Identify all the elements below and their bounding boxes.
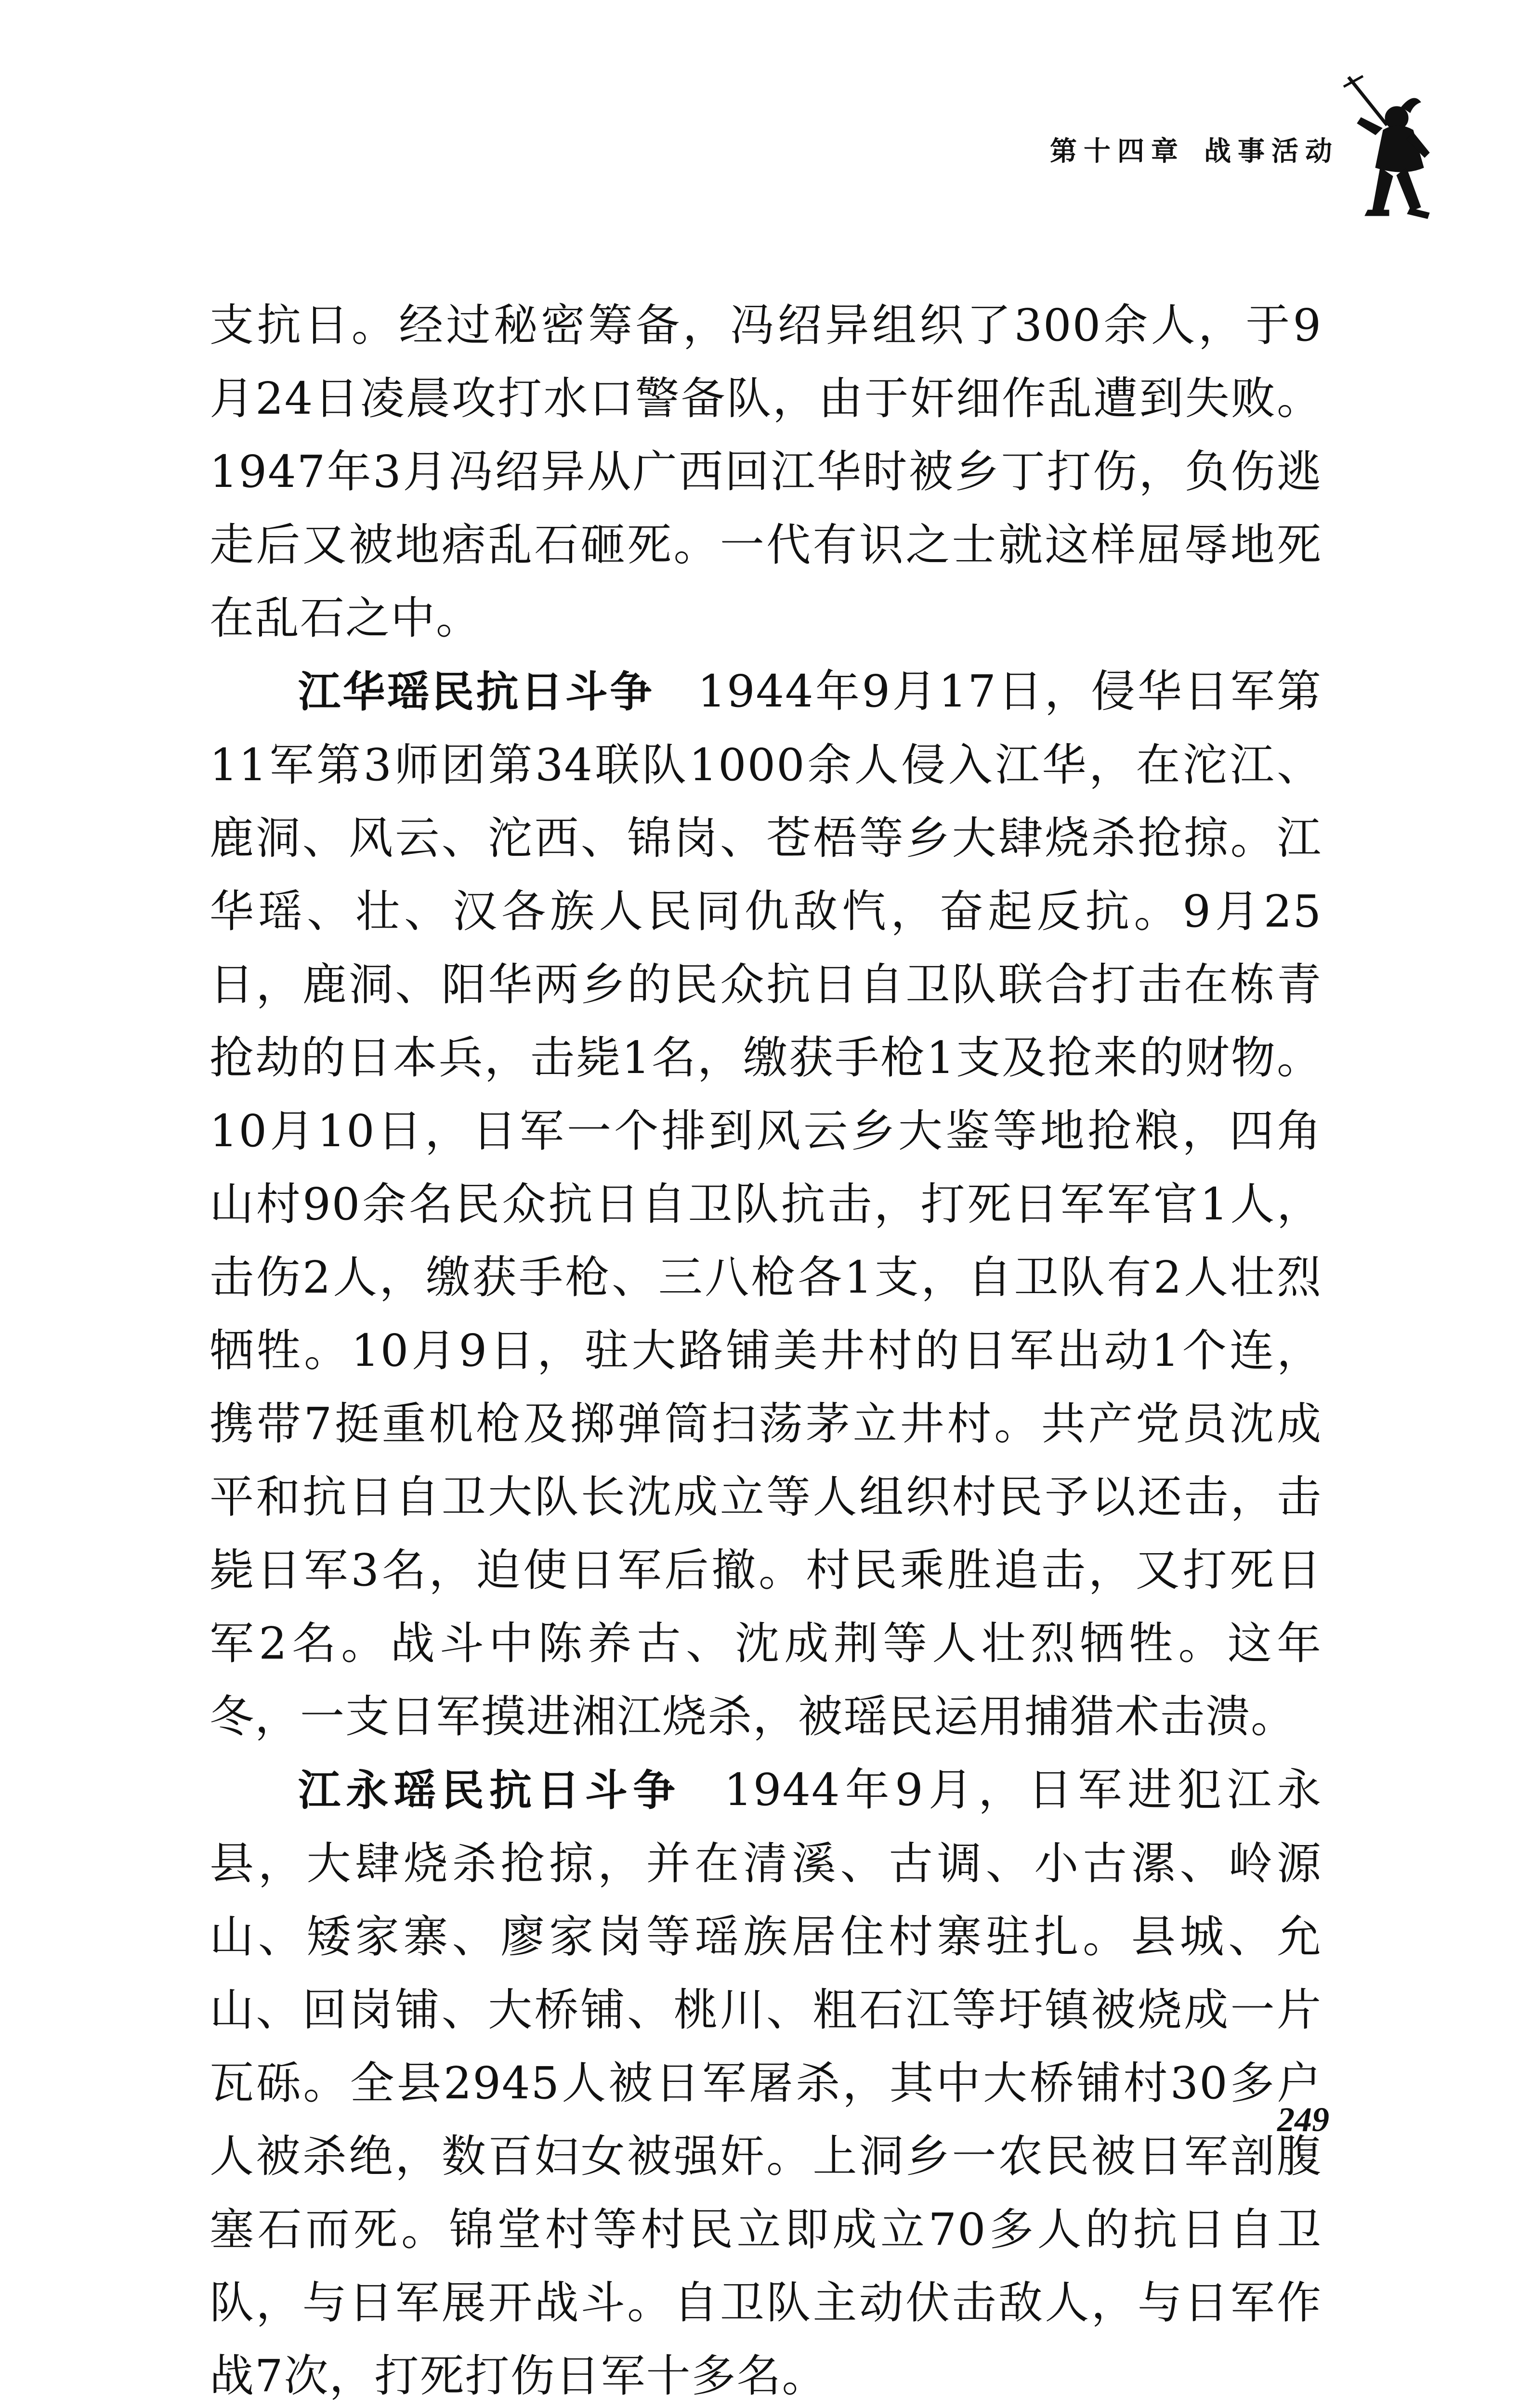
paragraph-3 xyxy=(210,1754,1322,2408)
section-heading-jianghua: 江华瑶民抗日斗争 xyxy=(298,667,655,717)
paragraph-1-text: 支抗日。经过秘密筹备，冯绍异组织了300余人，于9月24日凌晨攻打水口警备队，由于奸细作乱遭到失败。1947年3月冯绍异从广西回江华时被乡丁打伤，负伤逃走后又被地痞乱石砸死。一代有识之士就这样屈辱地死在乱石之中。 xyxy=(210,300,1322,644)
warrior-figure-icon xyxy=(1329,72,1440,226)
section-label: 战事活动 xyxy=(1204,136,1339,167)
section-heading-jiangyong: 江永瑶民抗日斗争 xyxy=(298,1766,681,1815)
paragraph-2-text: 1944年9月17日，侵华日军第11军第3师团第34联队1000余人侵入江华，在沱江、鹿洞、风云、沱西、锦岗、苍梧等乡大肆烧杀抢掠。江华瑶、壮、汉各族人民同仇敌忾，奋起反抗。9月25日，鹿洞、阳华两乡的民众抗日自卫队联合打击在栋青抢劫的日本兵，击毙1名，缴获手枪1支及抢来的财物。10月10日，日军一个排到风云乡大鉴等地抢粮，四角山村90余名民众抗日自卫队抗击，打死日军军官1人，击伤2人，缴获手枪、三八枪各1支，自卫队有2人壮烈牺牲。10月9日，驻大路铺美井村的日军出动1个连，携带7挺重机枪及掷弹筒扫荡茅立井村。共产党员沈成平和抗日自卫大队长沈成立等人组织村民予以还击，击毙日军3名，迫使日军后撤。村民乘胜追击，又打死日军2名。战斗中陈养古、沈成荆等人壮烈牺牲。这年冬，一支日军摸进湘江烧杀，被瑶民运用捕猎术击溃。 xyxy=(210,666,1322,1742)
paragraph-3-text: 1944年9月，日军进犯江永县，大肆烧杀抢掠，并在清溪、古调、小古漯、岭源山、矮家寨、廖家岗等瑶族居住村寨驻扎。县城、允山、回岗铺、大桥铺、桃川、粗石江等圩镇被烧成一片瓦砾。全县2945人被日军屠杀，其中大桥铺村30多户人被杀绝，数百妇女被强奸。上洞乡一农民被日军剖腹塞石而死。锦堂村等村民立即成立70多人的抗日自卫队，与日军展开战斗。自卫队主动伏击敌人，与日军作战7次，打死打伤日军十多名。 xyxy=(210,1764,1322,2402)
chapter-label: 第十四章 xyxy=(1050,136,1185,167)
paragraph-1 xyxy=(210,289,1322,655)
running-header xyxy=(973,130,1339,169)
page-number: 249 xyxy=(1277,2100,1329,2139)
body-text xyxy=(210,289,1322,2408)
paragraph-2 xyxy=(210,655,1322,1754)
